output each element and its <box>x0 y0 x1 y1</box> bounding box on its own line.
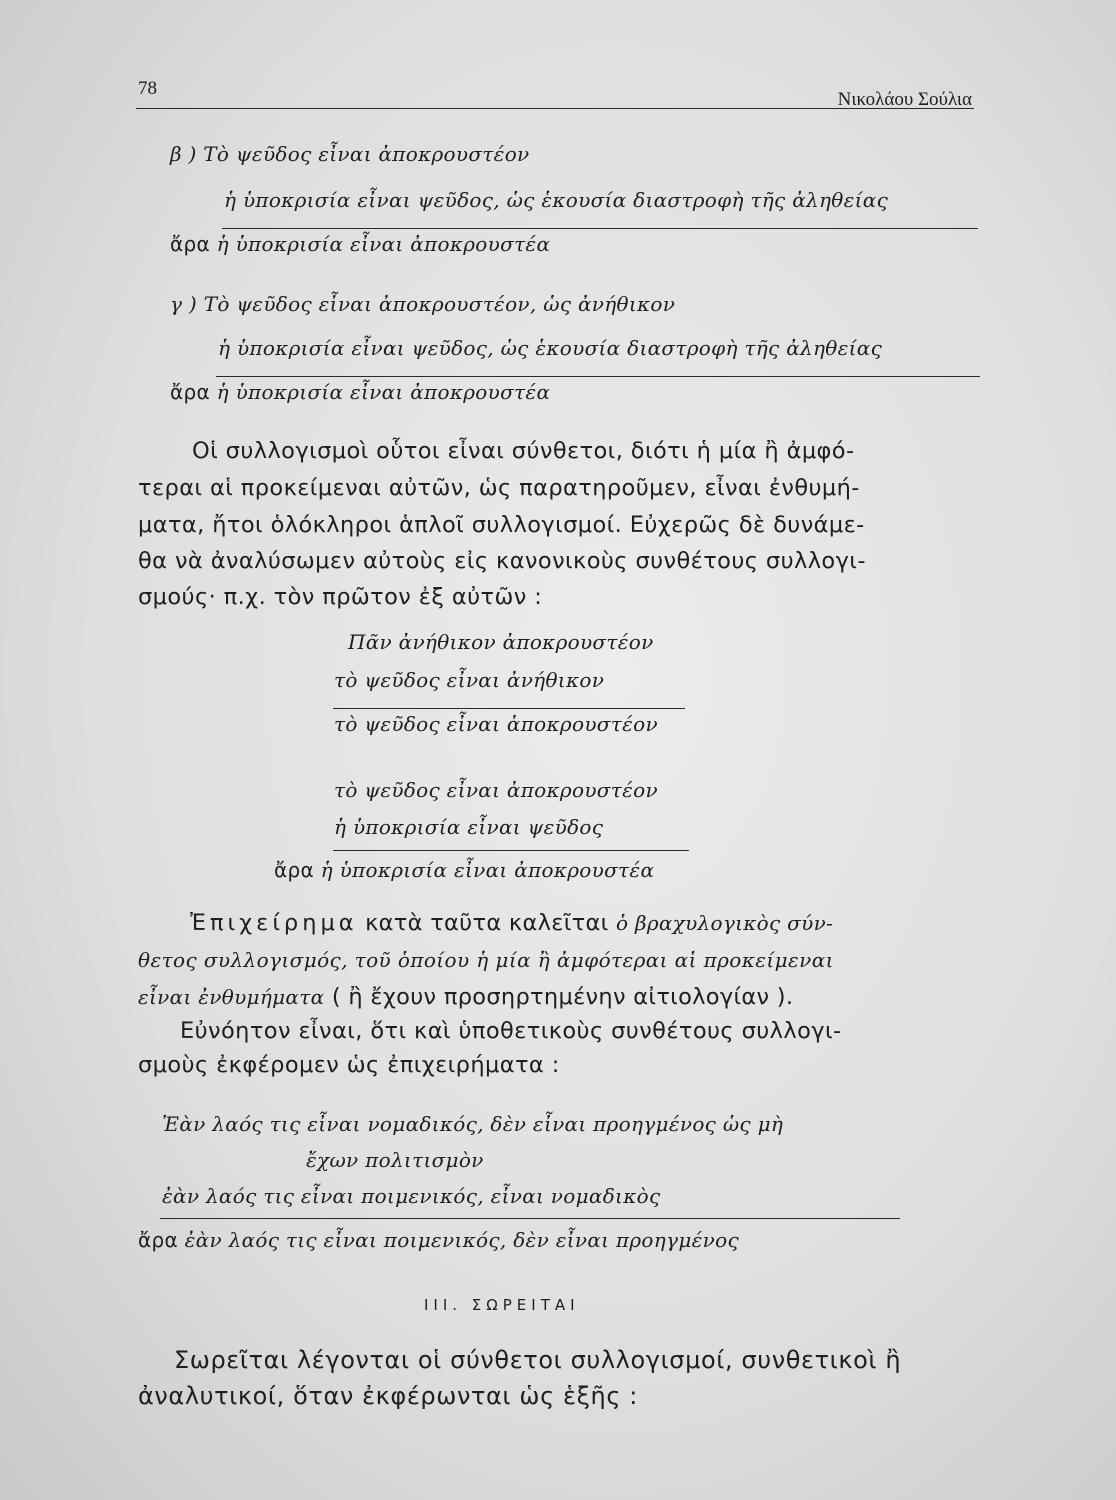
analysis2-ara: ἄρα <box>274 858 314 882</box>
syllogism-b-premise1 <box>170 142 530 166</box>
syllogism-b-conclusion <box>170 232 550 256</box>
paragraph2-line3-italic: εἶναι ἐνθυμήματα <box>138 985 325 1009</box>
paragraph2-line3-rest: ( ἢ ἔχουν προσηρτημένην αἰτιολογίαν ). <box>324 984 794 1010</box>
analysis2-premise1: τὸ ψεῦδος εἶναι ἀποκρουστέον <box>334 778 658 802</box>
analysis2-premise2: ἡ ὑποκρισία εἶναι ψεῦδος <box>334 815 604 839</box>
paragraph2-line2: θετος συλλογισμός, τοῦ ὁποίου ἡ μία ἢ ἀμφότεραι αἱ προκείμεναι <box>138 948 834 972</box>
analysis2-conclusion <box>274 858 654 882</box>
paragraph1-line3: ματα, ἤτοι ὁλόκληροι ἁπλοῖ συλλογισμοί. Εὐχερῶς δὲ δυνάμε- <box>138 512 865 538</box>
analysis2-rule <box>333 850 689 851</box>
syllogism-b-premise2: ἡ ὑποκρισία εἶναι ψεῦδος, ὡς ἑκουσία διαστροφὴ τῆς ἀληθείας <box>224 188 889 212</box>
hypothetical-conclusion <box>138 1228 739 1252</box>
paragraph1-line5: σμούς· π.χ. τὸν πρῶτον ἐξ αὐτῶν : <box>138 584 543 610</box>
syllogism-c-rule <box>216 376 980 377</box>
paragraph2-term: Ἐπιχείρημα <box>190 910 358 936</box>
page-number: 78 <box>138 78 157 99</box>
hypothetical-ara: ἄρα <box>138 1228 178 1252</box>
analysis1-conclusion: τὸ ψεῦδος εἶναι ἀποκρουστέον <box>334 712 658 736</box>
syllogism-b-ara: ἄρα <box>170 232 210 256</box>
analysis1-premise2: τὸ ψεῦδος εἶναι ἀνήθικον <box>334 668 605 692</box>
paragraph2-line3 <box>138 984 793 1010</box>
paragraph4-line1: Σωρεῖται λέγονται οἱ σύνθετοι συλλογισμοί, συνθετικοὶ ἢ <box>174 1346 902 1374</box>
syllogism-c-premise1 <box>170 292 675 316</box>
running-header-author: Νικολάου Σούλια <box>837 89 972 110</box>
paragraph3-line2: σμοὺς ἐκφέρομεν ὡς ἐπιχειρήματα : <box>138 1052 560 1078</box>
section-heading: III. ΣΩΡΕΙΤΑΙ <box>424 1296 580 1314</box>
hypothetical-premise1-line2: ἔχων πολιτισμὸν <box>306 1148 484 1172</box>
syllogism-b-conclusion-text: ἡ ὑποκρισία εἶναι ἀποκρουστέα <box>216 232 551 256</box>
syllogism-c-premise1-text: Τὸ ψεῦδος εἶναι ἀποκρουστέον, ὡς ἀνήθικον <box>203 292 676 316</box>
paragraph1-line1: Οἱ συλλογισμοὶ οὗτοι εἶναι σύνθετοι, διότι ἡ μία ἢ ἀμφό- <box>192 438 855 464</box>
paragraph1-line2: τεραι αἱ προκείμεναι αὐτῶν, ὡς παρατηροῦμεν, εἶναι ἐνθυμή- <box>138 475 860 501</box>
paragraph2-line1 <box>190 910 833 936</box>
syllogism-c-ara: ἄρα <box>170 380 210 404</box>
paragraph2-line1-rest: κατὰ ταῦτα καλεῖται <box>357 910 616 936</box>
header-rule <box>136 108 974 109</box>
syllogism-b-premise1-text: Τὸ ψεῦδος εἶναι ἀποκρουστέον <box>203 142 530 166</box>
hypothetical-premise2: ἐὰν λαός τις εἶναι ποιμενικός, εἶναι νομαδικὸς <box>162 1184 661 1208</box>
syllogism-c-conclusion-text: ἡ ὑποκρισία εἶναι ἀποκρουστέα <box>216 380 551 404</box>
hypothetical-premise1-line1: Ἐὰν λαός τις εἶναι νομαδικός, δὲν εἶναι προηγμένος ὡς μὴ <box>162 1112 784 1136</box>
paragraph3-line1: Εὐνόητον εἶναι, ὅτι καὶ ὑποθετικοὺς συνθέτους συλλογι- <box>180 1018 842 1044</box>
analysis1-rule <box>333 708 685 709</box>
syllogism-c-conclusion <box>170 380 550 404</box>
hypothetical-rule <box>160 1218 900 1219</box>
paragraph1-line4: θα νὰ ἀναλύσωμεν αὐτοὺς εἰς κανονικοὺς συνθέτους συλλογι- <box>138 548 866 574</box>
paragraph2-line1-italic: ὁ βραχυλογικὸς σύν- <box>615 911 834 935</box>
analysis2-conclusion-text: ἡ ὑποκρισία εἶναι ἀποκρουστέα <box>320 858 655 882</box>
hypothetical-conclusion-text: ἐὰν λαός τις εἶναι ποιμενικός, δὲν εἶναι προηγμένος <box>184 1228 739 1252</box>
syllogism-c-premise2: ἡ ὑποκρισία εἶναι ψεῦδος, ὡς ἑκουσία διαστροφὴ τῆς ἀληθείας <box>218 336 883 360</box>
syllogism-c-label: γ ) <box>170 292 198 316</box>
syllogism-b-rule <box>222 228 978 229</box>
analysis1-premise1: Πᾶν ἀνήθικον ἀποκρουστέον <box>348 630 654 654</box>
syllogism-b-label: β ) <box>170 142 197 166</box>
paragraph4-line2: ἀναλυτικοί, ὅταν ἐκφέρωνται ὡς ἑξῆς : <box>138 1382 638 1410</box>
